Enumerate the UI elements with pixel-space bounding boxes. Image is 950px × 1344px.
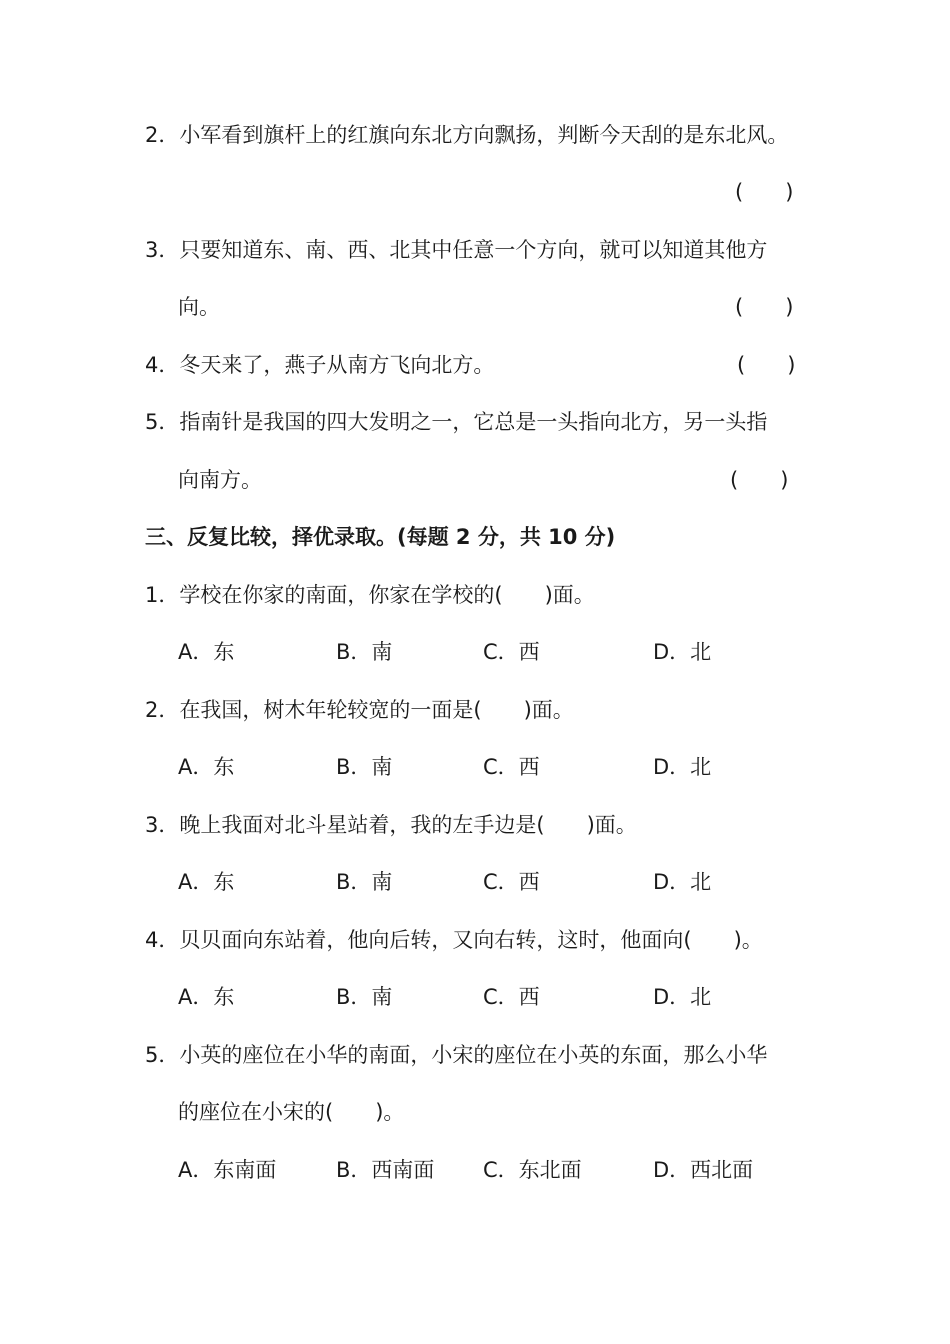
item-text: 只要知道东、南、西、北其中任意一个方向，就可以知道其他方 (179, 238, 768, 262)
item-number: 2． (145, 123, 180, 147)
answer-parentheses[interactable]: ( ) (735, 295, 794, 319)
choice-item-3-text (145, 810, 637, 840)
item-text: 在我国，树木年轮较宽的一面是( )面。 (179, 698, 574, 722)
option-b[interactable]: B．南 (336, 755, 393, 779)
choice-item-1-text (145, 580, 595, 610)
item-text: 冬天来了，燕子从南方飞向北方。 (179, 353, 495, 377)
option-b[interactable]: B．南 (336, 640, 393, 664)
judge-item-3-text-continued: 向。 (178, 295, 220, 319)
item-text: 学校在你家的南面，你家在学校的( )面。 (179, 583, 595, 607)
option-c[interactable]: C．东北面 (483, 1158, 582, 1182)
option-d[interactable]: D．北 (653, 870, 712, 894)
item-text: 指南针是我国的四大发明之一，它总是一头指向北方，另一头指 (179, 410, 768, 434)
judge-item-3-text (145, 235, 767, 265)
answer-parentheses[interactable]: ( ) (735, 180, 794, 204)
choice-item-2-text (145, 695, 574, 725)
option-c[interactable]: C．西 (483, 755, 540, 779)
item-text: 小英的座位在小华的南面，小宋的座位在小英的东面，那么小华 (179, 1043, 768, 1067)
option-a[interactable]: A．东 (178, 985, 235, 1009)
option-c[interactable]: C．西 (483, 640, 540, 664)
option-d[interactable]: D．北 (653, 755, 712, 779)
choice-item-4-text (145, 925, 763, 955)
judge-item-4-text (145, 350, 494, 380)
choice-item-5-text-continued: 的座位在小宋的( )。 (178, 1100, 405, 1124)
option-a[interactable]: A．东 (178, 870, 235, 894)
item-text: 贝贝面向东站着，他向后转，又向右转，这时，他面向( )。 (179, 928, 763, 952)
judge-item-5-text-continued: 向南方。 (178, 468, 262, 492)
judge-item-2-text (145, 120, 788, 150)
option-b[interactable]: B．西南面 (336, 1158, 435, 1182)
item-number: 4． (145, 353, 180, 377)
option-d[interactable]: D．北 (653, 985, 712, 1009)
option-a[interactable]: A．东 (178, 640, 235, 664)
item-number: 3． (145, 238, 180, 262)
option-c[interactable]: C．西 (483, 985, 540, 1009)
item-number: 1． (145, 583, 180, 607)
item-number: 5． (145, 1043, 180, 1067)
option-b[interactable]: B．南 (336, 985, 393, 1009)
judge-item-5-text (145, 407, 767, 437)
item-number: 2． (145, 698, 180, 722)
answer-parentheses[interactable]: ( ) (730, 468, 789, 492)
option-d[interactable]: D．北 (653, 640, 712, 664)
item-text: 晚上我面对北斗星站着，我的左手边是( )面。 (179, 813, 637, 837)
item-number: 5． (145, 410, 180, 434)
item-number: 4． (145, 928, 180, 952)
option-c[interactable]: C．西 (483, 870, 540, 894)
option-d[interactable]: D．西北面 (653, 1158, 754, 1182)
option-b[interactable]: B．南 (336, 870, 393, 894)
choice-item-5-text (145, 1040, 767, 1070)
option-a[interactable]: A．东 (178, 755, 235, 779)
item-number: 3． (145, 813, 180, 837)
item-text: 小军看到旗杆上的红旗向东北方向飘扬，判断今天刮的是东北风。 (179, 123, 789, 147)
answer-parentheses[interactable]: ( ) (737, 353, 796, 377)
option-a[interactable]: A．东南面 (178, 1158, 277, 1182)
section-heading: 三、反复比较，择优录取。(每题 2 分，共 10 分) (145, 525, 616, 549)
